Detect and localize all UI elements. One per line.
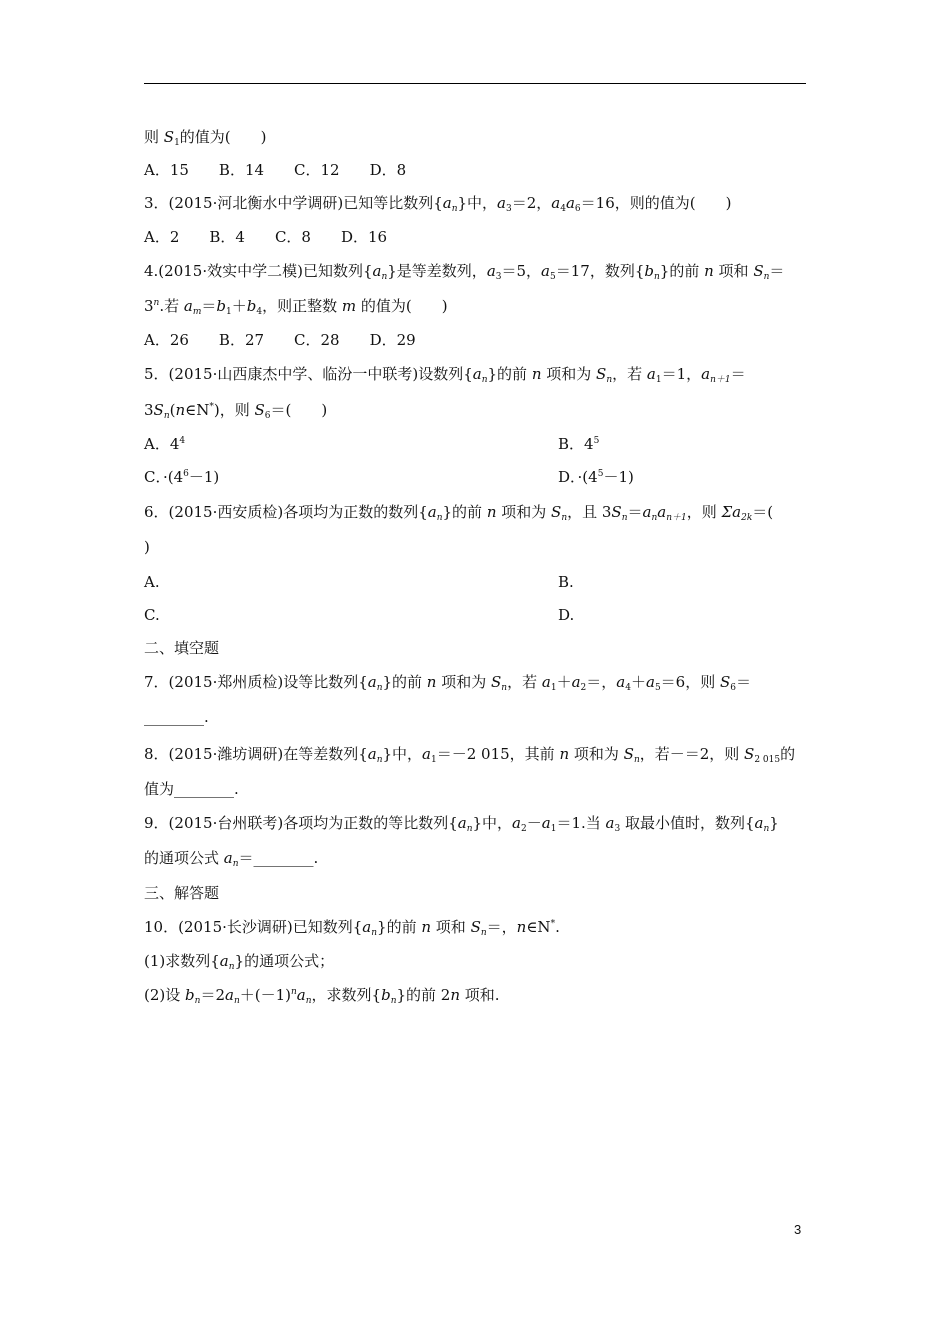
q6-options-cd xyxy=(144,605,806,625)
q7-blank: ________. xyxy=(144,708,209,726)
option-a: A．$4^4$ xyxy=(144,435,186,453)
option-a: A. xyxy=(144,573,160,591)
q5-stem-cont: $3S_n(n\in N^*)$，则 $S_6=$( ) xyxy=(144,401,328,421)
page-number: 3 xyxy=(794,1222,802,1237)
q4-stem-cont: 3$^n$.若 $a_m=b_1+b_4$，则正整数 m 的值为( ) xyxy=(144,297,448,317)
q2-tail-line: 则 $S_1$的值为( ) xyxy=(144,128,267,148)
q2-options: A．15 B．14 C．12 D．8 xyxy=(144,161,407,179)
option-b: B．$4^5$ xyxy=(558,435,600,453)
q3-options: A．2 B．4 C．8 D．16 xyxy=(144,228,388,246)
q8-blank: 值为________. xyxy=(144,780,239,798)
option-c: C. xyxy=(144,606,160,624)
q7-stem: 7．(2015·郑州质检)设等比数列$\{a_n\}$的前 n 项和为 $S_n$，若 $a_1+a_2=$，$a_4+a_5=6$，则 $S_6=$ xyxy=(144,673,752,693)
q9-stem: 9．(2015·台州联考)各项均为正数的等比数列$\{a_n\}$中，$a_2-a_1=1$.当 $a_3$ 取最小值时，数列$\{a_n\}$ xyxy=(144,814,779,834)
option-d: D. xyxy=(558,606,575,624)
q4-stem: 4.(2015·效实中学二模)已知数列$\{a_n\}$是等差数列，$a_3=5$，$a_5=17$，数列$\{b_n\}$的前 n 项和 $S_n=$ xyxy=(144,262,785,282)
q10-part2: (2)设 $b_n=2a_n+(-1)^na_n$，求数列$\{b_n\}$的前 2n 项和. xyxy=(144,986,500,1006)
q6-stem: 6．(2015·西安质检)各项均为正数的数列$\{a_n\}$的前 n 项和为 $S_n$，且 $3S_n=a_na_{n+1}$，则 $\Sigma a_{2k}=$( xyxy=(144,503,774,523)
q8-stem: 8．(2015·潍坊调研)在等差数列$\{a_n\}$中，$a_1=-2$ 015，其前 n 项和为 $S_n$，若－＝2，则 $S_{2 015}$的 xyxy=(144,745,796,765)
option-d: D．$\cdot(4^5-1)$ xyxy=(558,468,634,486)
q5-stem: 5．(2015·山西康杰中学、临汾一中联考)设数列$\{a_n\}$的前 n 项和为 $S_n$，若 $a_1=1$，$a_{n+1}=$ xyxy=(144,365,746,385)
q5-options-ab xyxy=(144,434,806,454)
q10-stem: 10．(2015·长沙调研)已知数列$\{a_n\}$的前 n 项和 $S_n=$，n∈N*. xyxy=(144,918,560,938)
option-b: B. xyxy=(558,573,574,591)
q3-stem: 3．(2015·河北衡水中学调研)已知等比数列$\{a_n\}$中，$a_3=2$，$a_4a_6=16$，则的值为( ) xyxy=(144,194,732,214)
q9-blank: 的通项公式 $a_n=\_\_\_\_\_\_\_\_$. xyxy=(144,849,319,869)
q4-options: A．26 B．27 C．28 D．29 xyxy=(144,331,416,349)
q6-stem-cont: ) xyxy=(144,538,150,556)
option-c: C．$\cdot(4^6-1)$ xyxy=(144,468,220,486)
q6-options-ab xyxy=(144,572,806,592)
section-answer-heading: 三、解答题 xyxy=(144,884,220,902)
q5-options-cd xyxy=(144,467,806,487)
section-fill-in-heading: 二、填空题 xyxy=(144,639,220,657)
q10-part1: (1)求数列$\{a_n\}$的通项公式； xyxy=(144,952,335,972)
header-rule xyxy=(144,83,806,84)
